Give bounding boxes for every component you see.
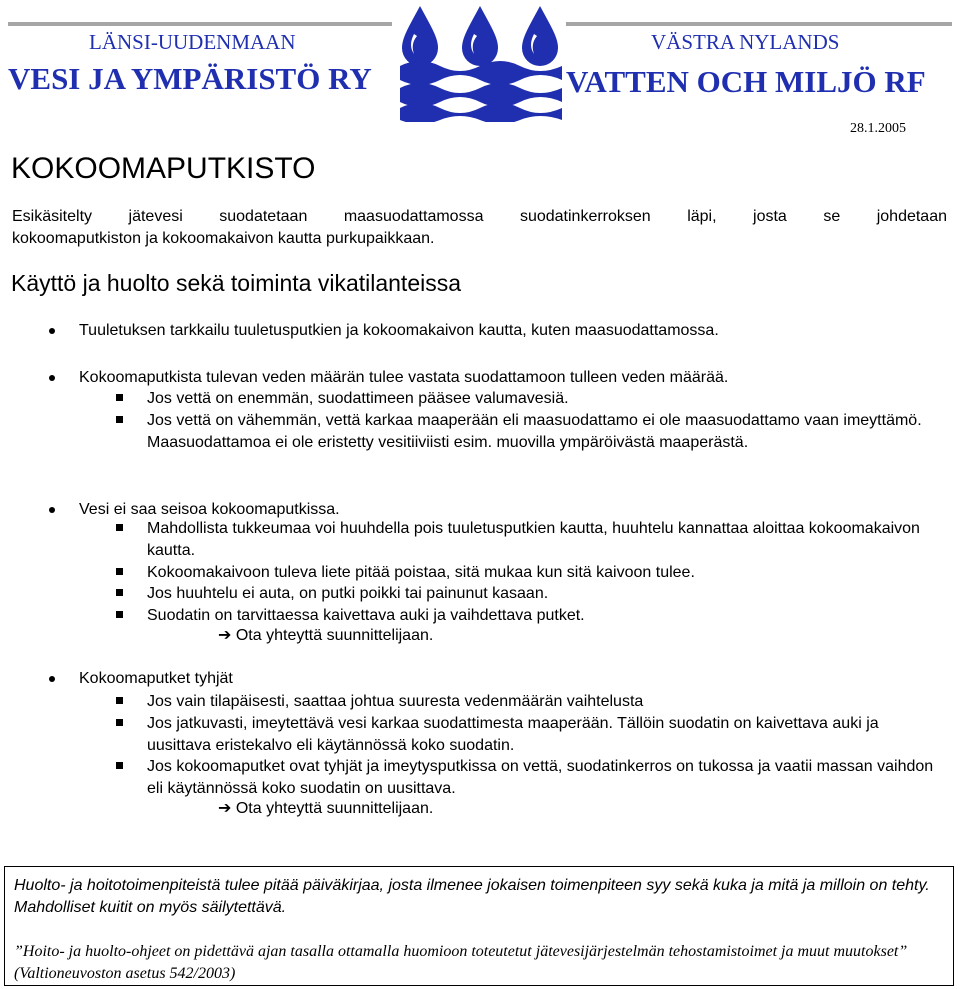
bullet-3-sub-1-square [116, 524, 123, 531]
bullet-3-sub-3-text: Jos huuhtelu ei auta, on putki poikki tai painunut kasaan. [147, 585, 549, 602]
bullet-4-sub-2-square [116, 719, 123, 726]
arrow-right-icon: ➔ [218, 800, 232, 817]
bullet-3-arrow-text: Ota yhteyttä suunnittelijaan. [235, 627, 434, 644]
bullet-4-sub-3-square [116, 762, 123, 769]
bullet-4-sub-1-square [116, 697, 123, 704]
section-heading: Käyttö ja huolto sekä toiminta vikatilanteissa [11, 270, 462, 296]
bullet-4-sub-2-text: Jos jatkuvasti, imeytettävä vesi karkaa suodattimesta maaperään. Tällöin suodatin on kaivettava auki ja uusittava eristekalvo eli käytännössä koko suodatin. [147, 715, 879, 754]
notice-logbook-text: Huolto- ja hoitotoimenpiteistä tulee pitää päiväkirjaa, josta ilmenee jokaisen toimenpiteen syy sekä kuka ja mitä ja milloin on tehty. Mahdolliset kuitit on myös säilytettävä. [14, 877, 930, 916]
bullet-2-sub-1-text: Jos vettä on enemmän, suodattimeen pääsee valumavesiä. [147, 390, 569, 407]
bullet-1-text: Tuuletuksen tarkkailu tuuletusputkien ja kokoomakaivon kautta, kuten maasuodattamossa. [79, 322, 719, 339]
bullet-4-sub-3-text: Jos kokoomaputket ovat tyhjät ja imeytysputkissa on vettä, suodatinkerros on tukossa ja vaatii massan vaihdon eli käytännössä koko suodatin on uusittava. [147, 758, 934, 797]
notice-regulation-quote: ”Hoito- ja huolto-ohjeet on pidettävä ajan tasalla ottamalla huomioon toteutetut jätevesijärjestelmän tehostamistoimet ja muut muutokset” (Valtioneuvoston asetus 542/2003) [14, 943, 908, 982]
bullet-2-dot [49, 375, 55, 381]
bullet-3-text: Vesi ei saa seisoa kokoomaputkissa. [79, 501, 340, 518]
bullet-1-dot [49, 328, 55, 334]
bullet-3-sub-1-text: Mahdollista tukkeumaa voi huuhdella pois tuuletusputkien kautta, huuhtelu kannattaa aloittaa kokoomakaivon kautta. [147, 520, 920, 559]
bullet-3-dot [49, 507, 55, 513]
water-drops-logo [400, 4, 562, 122]
header-bar-right [566, 22, 952, 26]
bullet-2-sub-2-text: Jos vettä on vähemmän, vettä karkaa maaperään eli maasuodattamo ei ole maasuodattamo vaan imeyttämö. Maasuodattamoa ei ole eristetty vesitiiviisti esim. muovilla ympäröivästä maaperästä. [147, 412, 922, 451]
intro-line-2: kokoomaputkiston ja kokoomakaivon kautta purkupaikkaan. [12, 230, 435, 247]
arrow-right-icon: ➔ [218, 627, 232, 644]
bullet-4-text: Kokoomaputket tyhjät [79, 670, 233, 687]
bullet-4-dot [49, 676, 55, 682]
header-bar-left [8, 22, 392, 26]
page-title: KOKOOMAPUTKISTO [11, 152, 316, 185]
bullet-3-sub-3-square [116, 589, 123, 596]
bullet-2-sub-1-square [116, 394, 123, 401]
bullet-3-sub-4-square [116, 611, 123, 618]
org-name-sv: VATTEN OCH MILJÖ RF [566, 64, 926, 99]
bullet-3-arrow-line [218, 625, 433, 646]
bullet-2-sub-2-square [116, 416, 123, 423]
document-date: 28.1.2005 [850, 121, 906, 136]
bullet-4-arrow-line [218, 798, 433, 819]
bullet-4-sub-1-text: Jos vain tilapäisesti, saattaa johtua suuresta vedenmäärän vaihtelusta [147, 693, 644, 710]
bullet-3-sub-4-text: Suodatin on tarvittaessa kaivettava auki ja vaihdettava putket. [147, 607, 585, 624]
bullet-3-sub-2-square [116, 568, 123, 575]
bullet-4-arrow-text: Ota yhteyttä suunnittelijaan. [235, 800, 434, 817]
notice-box [4, 866, 954, 986]
bullet-2-text: Kokoomaputkista tulevan veden määrän tulee vastata suodattamoon tulleen veden määrää. [79, 369, 729, 386]
org-name-fi-region: LÄNSI-UUDENMAAN [89, 30, 296, 54]
bullet-3-sub-2-text: Kokoomakaivoon tuleva liete pitää poistaa, sitä mukaa kun sitä kaivoon tulee. [147, 564, 695, 581]
intro-line-1: Esikäsitelty jätevesi suodatetaan maasuodattamossa suodatinkerroksen läpi, josta se johdetaan [12, 208, 947, 225]
org-name-fi: VESI JA YMPÄRISTÖ RY [8, 61, 372, 96]
org-name-sv-region: VÄSTRA NYLANDS [651, 30, 840, 54]
